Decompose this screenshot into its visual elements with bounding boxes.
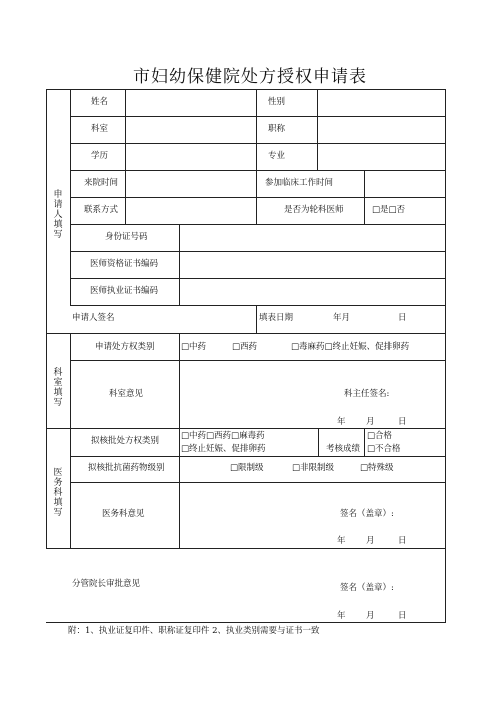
row-divider: [70, 143, 446, 144]
column-divider: [364, 170, 365, 224]
table-border-left: [46, 89, 47, 548]
label-department-opinion: 科室意见: [109, 389, 144, 399]
department-date-day: 日: [398, 417, 407, 427]
section-divider: [46, 548, 446, 549]
row-divider: [70, 278, 446, 279]
column-divider: [179, 333, 180, 548]
medical-affairs-date-month: 月: [366, 536, 375, 546]
row-divider: [70, 305, 446, 306]
label-education: 学历: [91, 151, 109, 161]
row-divider: [70, 116, 446, 117]
label-vice-president-opinion: 分管院长审批意见: [72, 579, 141, 589]
label-antibiotic-level: 拟核批抗菌药物级别: [88, 463, 165, 473]
label-medical-affairs-seal: 签名（盖章）:: [340, 509, 394, 519]
label-major: 专业: [268, 151, 286, 161]
label-director-signature: 科主任签名:: [344, 389, 390, 399]
label-title: 职称: [268, 124, 286, 134]
department-date-month: 月: [366, 417, 375, 427]
label-qualification-number: 医师资格证书编码: [90, 259, 159, 269]
medical-affairs-date-year: 年: [337, 536, 346, 546]
column-divider: [125, 89, 126, 224]
option-fail[interactable]: □不合格: [367, 444, 401, 454]
label-proposed-type: 拟核批处方权类别: [91, 436, 160, 446]
row-divider: [70, 197, 446, 198]
table-border-bottom: [46, 622, 446, 623]
column-divider: [318, 428, 319, 456]
label-join-time: 来院时间: [84, 178, 119, 188]
row-divider: [70, 251, 446, 252]
table-border-top: [46, 89, 446, 90]
column-divider: [256, 305, 257, 333]
option-special[interactable]: □特殊级: [360, 463, 394, 473]
section-label-divider: [70, 89, 71, 305]
rotation-options[interactable]: □是□否: [372, 205, 406, 215]
row-divider: [70, 456, 446, 457]
label-clinical-time: 参加临床工作时间: [265, 178, 334, 188]
label-exam-result: 考核成绩: [326, 444, 361, 454]
row-divider: [70, 224, 446, 225]
option-unrestricted[interactable]: □非限制级: [292, 463, 335, 473]
vice-president-date-day: 日: [398, 611, 407, 621]
option-narcotic-and-other[interactable]: □毒麻药□终止妊娠、促排卵药: [291, 342, 410, 352]
table-border-right: [445, 89, 446, 623]
section-label-applicant: 申请人填写: [53, 190, 63, 240]
label-contact: 联系方式: [84, 205, 119, 215]
option-chinese-medicine[interactable]: □中药: [181, 342, 207, 352]
label-practice-number: 医师执业证书编码: [90, 286, 159, 296]
label-rotation: 是否为轮科医师: [284, 205, 344, 215]
column-divider: [256, 197, 257, 224]
row-divider: [70, 360, 446, 361]
proposed-options-line1[interactable]: □中药□西药□麻毒药: [181, 431, 265, 441]
label-applicant-signature: 申请人签名: [72, 313, 115, 323]
vice-president-date-month: 月: [366, 611, 375, 621]
label-vice-president-seal: 签名（盖章）:: [340, 583, 394, 593]
column-divider: [364, 428, 365, 456]
section-label-divider: [70, 333, 71, 548]
vice-president-date-year: 年: [337, 611, 346, 621]
department-date-year: 年: [337, 417, 346, 427]
label-name: 姓名: [91, 97, 109, 107]
fill-date-day: 日: [398, 313, 407, 323]
label-id-number: 身份证号码: [105, 232, 148, 242]
footnote: 附：1、执业证复印件、职称证复印件 2、执业类别需要与证书一致: [68, 626, 320, 636]
page-title: 市妇幼保健院处方授权申请表: [133, 67, 367, 87]
label-gender: 性别: [268, 97, 286, 107]
option-pass[interactable]: □合格: [367, 431, 393, 441]
medical-affairs-date-day: 日: [398, 536, 407, 546]
section-label-medical-affairs: 医务科填写: [53, 468, 63, 518]
label-fill-date: 填表日期: [259, 313, 294, 323]
section-divider: [46, 333, 446, 334]
section-label-department: 科室填写: [53, 368, 63, 408]
label-dept: 科室: [91, 124, 109, 134]
fill-date-month: 年月: [333, 313, 351, 323]
row-divider: [70, 482, 446, 483]
option-restricted[interactable]: □限制级: [230, 463, 264, 473]
column-divider: [256, 89, 257, 197]
label-medical-affairs-opinion: 医务科意见: [102, 509, 145, 519]
section-divider: [46, 428, 446, 429]
option-western-medicine[interactable]: □西药: [232, 342, 258, 352]
column-divider: [179, 224, 180, 305]
column-divider: [317, 89, 318, 170]
label-apply-type: 申请处方权类别: [95, 342, 155, 352]
row-divider: [70, 170, 446, 171]
proposed-options-line2[interactable]: □终止妊娠、促排卵药: [181, 444, 266, 454]
